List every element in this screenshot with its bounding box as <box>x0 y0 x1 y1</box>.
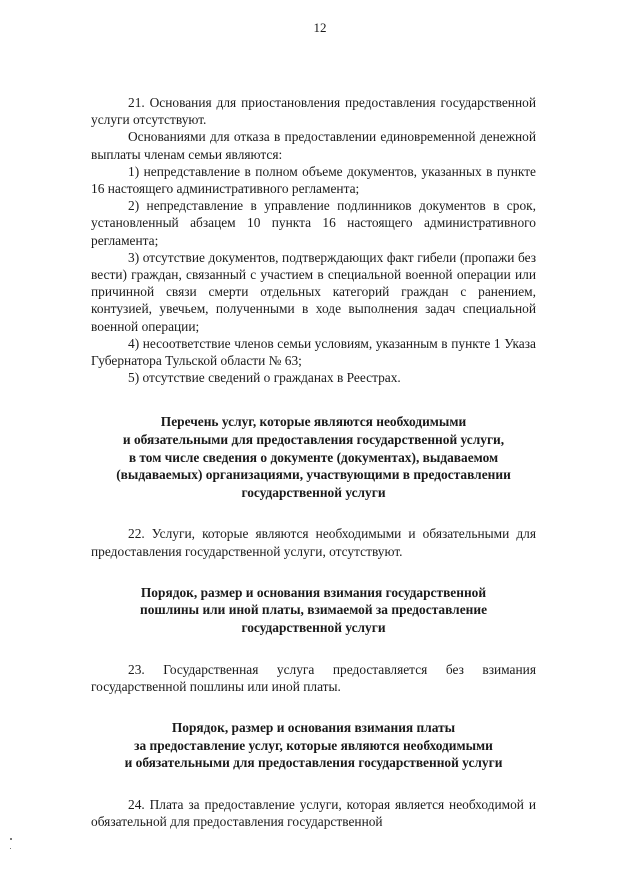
list-item-2: 2) непредставление в управление подлинников документов в срок, установленный абзацем 10 пункта 16 настоящего административного регламента; <box>91 198 536 248</box>
list-item-3: 3) отсутствие документов, подтверждающих факт гибели (пропажи без вести) граждан, связанный с участием в специальной военной операции или причинной связи смерти отдельных категорий граждан с ранением, контузией, увечьем, полученными в ходе выполнения задач специальной военной операции; <box>91 249 536 334</box>
list-item-5: 5) отсутствие сведений о гражданах в Реестрах. <box>128 370 401 386</box>
heading-line: в том числе сведения о документе (документах), выдаваемом <box>128 449 499 465</box>
paragraph-22: 22. Услуги, которые являются необходимыми и обязательными для предоставления государственной услуги, отсутствуют. <box>91 526 536 559</box>
paragraph-24: 24. Плата за предоставление услуги, которая является необходимой и обязательной для предоставления государственной <box>91 796 536 829</box>
heading-line: за предоставление услуг, которые являются необходимыми <box>134 737 493 753</box>
heading-line: (выдаваемых) организациями, участвующими в предоставлении <box>116 467 511 483</box>
list-item-4: 4) несоответствие членов семьи условиям, указанным в пункте 1 Указа Губернатора Тульской области № 63; <box>91 335 536 369</box>
section-heading-fee-for-services <box>91 719 536 772</box>
scan-speck <box>10 838 12 840</box>
heading-line: Порядок, размер и основания взимания платы <box>171 720 456 736</box>
list-item-1: 1) непредставление в полном объеме документов, указанных в пункте 16 настоящего административного регламента; <box>91 163 536 197</box>
section-heading-state-fee <box>91 584 536 637</box>
heading-line: и обязательными для предоставления государственной услуги <box>124 755 503 771</box>
heading-line: Перечень услуг, которые являются необходимыми <box>160 414 467 430</box>
page-number: 12 <box>313 20 327 35</box>
paragraph-refusal-grounds: Основаниями для отказа в предоставлении единовременной денежной выплаты членам семьи являются: <box>91 129 536 162</box>
heading-line: государственной услуги <box>241 484 386 500</box>
document-body <box>91 94 536 830</box>
heading-line: Порядок, размер и основания взимания государственной <box>140 584 487 600</box>
scan-speck <box>10 848 11 849</box>
section-heading-services <box>91 413 536 501</box>
heading-line: и обязательными для предоставления государственной услуги, <box>122 432 505 448</box>
paragraph-23: 23. Государственная услуга предоставляется без взимания государственной пошлины или иной платы. <box>91 661 536 694</box>
heading-line: пошлины или иной платы, взимаемой за предоставление <box>139 602 488 618</box>
heading-line: государственной услуги <box>241 620 386 636</box>
paragraph-21: 21. Основания для приостановления предоставления государственной услуги отсутствуют. <box>91 95 536 128</box>
